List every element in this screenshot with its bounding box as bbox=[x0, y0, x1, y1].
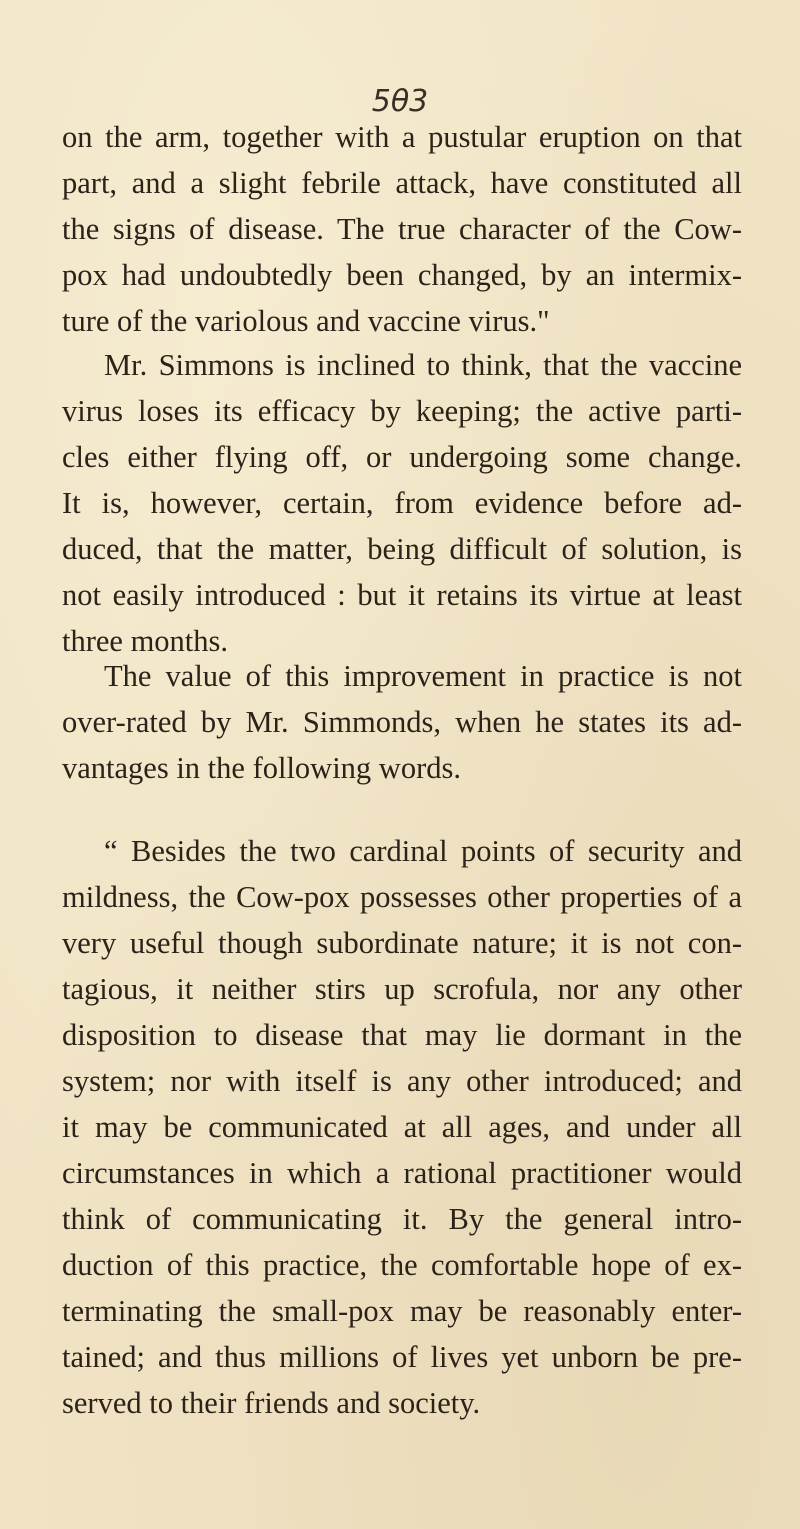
text-line: over-rated by Mr. Simmonds, when he states its ad- bbox=[62, 705, 742, 739]
text-line: virus loses its efficacy by keeping; the active parti- bbox=[62, 394, 742, 428]
paragraph-4-quotation bbox=[62, 828, 742, 1426]
text-line: served to their friends and society. bbox=[62, 1386, 481, 1420]
text-line: very useful though subordinate nature; it is not con- bbox=[62, 926, 742, 960]
page-number: 5θ3 bbox=[371, 84, 429, 119]
text-line: the signs of disease. The true character of the Cow- bbox=[62, 212, 742, 246]
text-line: tained; and thus millions of lives yet unborn be pre- bbox=[62, 1340, 742, 1374]
text-line: duction of this practice, the comfortable hope of ex- bbox=[62, 1248, 742, 1282]
text-line: three months. bbox=[62, 624, 229, 658]
text-line: Mr. Simmons is inclined to think, that the vaccine bbox=[104, 348, 742, 382]
text-line: disposition to disease that may lie dormant in the bbox=[62, 1018, 742, 1052]
text-line: terminating the small-pox may be reasonably enter- bbox=[62, 1294, 742, 1328]
text-line: circumstances in which a rational practitioner would bbox=[62, 1156, 742, 1190]
text-line: system; nor with itself is any other introduced; and bbox=[62, 1064, 742, 1098]
paragraph-2 bbox=[62, 342, 742, 664]
text-line: not easily introduced : but it retains its virtue at least bbox=[62, 578, 742, 612]
text-line: think of communicating it. By the general intro- bbox=[62, 1202, 742, 1236]
text-line: ture of the variolous and vaccine virus." bbox=[62, 304, 550, 338]
text-line: The value of this improvement in practice is not bbox=[104, 659, 742, 693]
text-line: part, and a slight febrile attack, have constituted all bbox=[62, 166, 742, 200]
text-line: duced, that the matter, being difficult of solution, is bbox=[62, 532, 742, 566]
text-line: It is, however, certain, from evidence before ad- bbox=[62, 486, 742, 520]
text-line: pox had undoubtedly been changed, by an intermix- bbox=[62, 258, 742, 292]
text-line: “ Besides the two cardinal points of security and bbox=[104, 834, 742, 868]
text-line: vantages in the following words. bbox=[62, 751, 461, 785]
text-line: cles either flying off, or undergoing some change. bbox=[62, 440, 742, 474]
paragraph-1 bbox=[62, 114, 742, 344]
text-line: mildness, the Cow-pox possesses other properties of a bbox=[62, 880, 742, 914]
text-line: on the arm, together with a pustular eruption on that bbox=[62, 120, 742, 154]
text-line: tagious, it neither stirs up scrofula, nor any other bbox=[62, 972, 742, 1006]
paragraph-3 bbox=[62, 653, 742, 791]
text-line: it may be communicated at all ages, and under all bbox=[62, 1110, 742, 1144]
